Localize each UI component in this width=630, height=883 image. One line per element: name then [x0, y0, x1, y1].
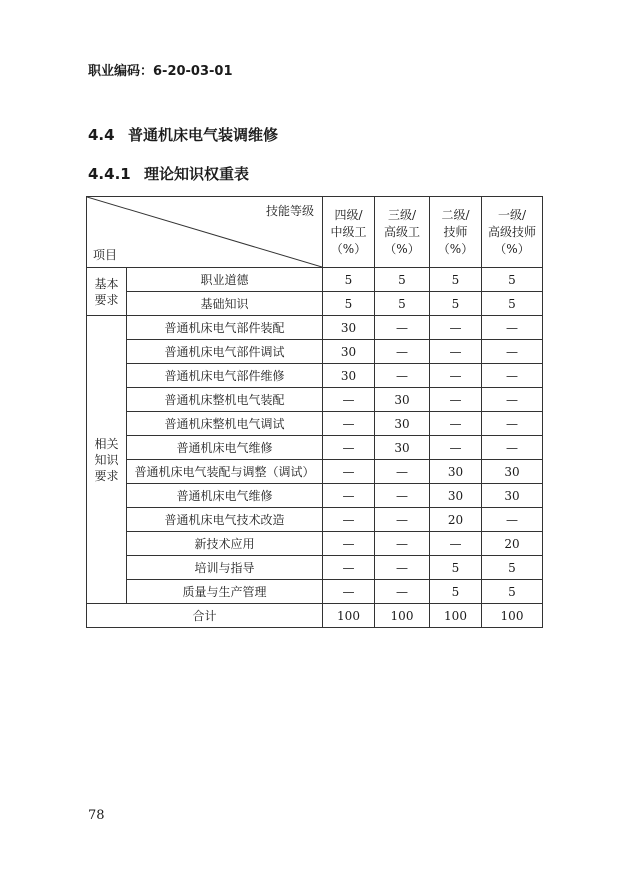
level-line: 技师 — [443, 224, 468, 239]
weight-cell: — — [375, 556, 430, 580]
item-cell: 基础知识 — [127, 292, 323, 316]
category-label: 基本 — [94, 276, 119, 291]
table-row — [87, 292, 543, 316]
category-label: 知识 — [94, 452, 119, 467]
subsection-number: 4.4.1 — [88, 165, 131, 183]
weight-cell: — — [482, 340, 543, 364]
weight-cell: 5 — [323, 268, 375, 292]
weight-cell: 5 — [375, 268, 430, 292]
level-header — [482, 197, 543, 268]
table-row — [87, 556, 543, 580]
total-row — [87, 604, 543, 628]
category-cell — [87, 316, 127, 604]
total-cell: 100 — [430, 604, 482, 628]
table-header-row — [87, 197, 543, 268]
weight-cell: 5 — [482, 556, 543, 580]
weight-cell: 5 — [482, 580, 543, 604]
table-row — [87, 412, 543, 436]
total-label: 合计 — [87, 604, 323, 628]
category-label: 要求 — [94, 292, 119, 307]
weight-cell: 5 — [430, 268, 482, 292]
item-cell: 普通机床电气部件装配 — [127, 316, 323, 340]
weight-cell: — — [482, 364, 543, 388]
weight-cell: 5 — [430, 556, 482, 580]
weight-cell: 5 — [482, 268, 543, 292]
weight-cell: — — [375, 508, 430, 532]
level-line: 中级工 — [330, 224, 367, 239]
weight-cell: 30 — [323, 340, 375, 364]
total-cell: 100 — [323, 604, 375, 628]
table-row — [87, 460, 543, 484]
weight-cell: — — [430, 532, 482, 556]
level-line: 三级/ — [387, 207, 417, 222]
weight-cell: — — [430, 340, 482, 364]
item-cell: 职业道德 — [127, 268, 323, 292]
weight-cell: 30 — [430, 460, 482, 484]
item-cell: 普通机床电气维修 — [127, 436, 323, 460]
weight-cell: 20 — [430, 508, 482, 532]
level-line: （%） — [494, 241, 530, 256]
item-cell: 培训与指导 — [127, 556, 323, 580]
weight-cell: 5 — [375, 292, 430, 316]
level-header — [375, 197, 430, 268]
item-cell: 普通机床整机电气装配 — [127, 388, 323, 412]
weight-cell: — — [482, 412, 543, 436]
item-cell: 新技术应用 — [127, 532, 323, 556]
table-row — [87, 436, 543, 460]
level-line: 高级技师 — [487, 224, 536, 239]
weight-cell: 30 — [482, 460, 543, 484]
level-line: 高级工 — [383, 224, 420, 239]
level-line: （%） — [384, 241, 420, 256]
item-cell: 普通机床电气技术改造 — [127, 508, 323, 532]
weight-cell: — — [323, 460, 375, 484]
weight-cell: — — [375, 532, 430, 556]
weight-cell: — — [482, 388, 543, 412]
weight-cell: — — [375, 316, 430, 340]
table-row — [87, 268, 543, 292]
total-cell: 100 — [375, 604, 430, 628]
level-line: （%） — [330, 241, 367, 256]
weight-cell: 30 — [430, 484, 482, 508]
weight-cell: — — [430, 316, 482, 340]
weight-cell: — — [323, 532, 375, 556]
weight-cell: — — [375, 364, 430, 388]
level-line: （%） — [437, 241, 474, 256]
corner-header — [87, 197, 323, 268]
weight-cell: — — [375, 580, 430, 604]
weight-cell: — — [430, 436, 482, 460]
level-line: 二级/ — [441, 207, 470, 222]
item-cell: 普通机床电气部件调试 — [127, 340, 323, 364]
weight-cell: — — [323, 580, 375, 604]
table-row — [87, 388, 543, 412]
weight-cell: — — [482, 436, 543, 460]
corner-bottom-label: 项目 — [93, 248, 118, 262]
weight-table — [86, 196, 543, 628]
weight-cell: 30 — [323, 364, 375, 388]
level-header — [430, 197, 482, 268]
weight-cell: 20 — [482, 532, 543, 556]
weight-cell: — — [482, 316, 543, 340]
corner-top-label: 技能等级 — [265, 204, 314, 218]
weight-cell: — — [323, 436, 375, 460]
weight-cell: 30 — [482, 484, 543, 508]
weight-cell: — — [323, 484, 375, 508]
weight-cell: 5 — [430, 292, 482, 316]
page-number: 78 — [88, 808, 105, 823]
weight-cell: 30 — [323, 316, 375, 340]
table-row — [87, 508, 543, 532]
table-row — [87, 532, 543, 556]
weight-cell: — — [375, 484, 430, 508]
weight-cell: — — [323, 556, 375, 580]
level-line: 一级/ — [497, 207, 527, 222]
weight-cell: — — [375, 340, 430, 364]
item-cell: 普通机床整机电气调试 — [127, 412, 323, 436]
item-cell: 普通机床电气装配与调整（调试） — [127, 460, 323, 484]
table-row — [87, 340, 543, 364]
weight-cell: — — [323, 508, 375, 532]
table-row — [87, 484, 543, 508]
total-cell: 100 — [482, 604, 543, 628]
weight-cell: — — [482, 508, 543, 532]
job-code: 职业编码：6-20-03-01 — [88, 64, 233, 79]
weight-cell: — — [375, 460, 430, 484]
weight-cell: 5 — [323, 292, 375, 316]
category-cell — [87, 268, 127, 316]
section-number: 4.4 — [88, 126, 115, 144]
item-cell: 质量与生产管理 — [127, 580, 323, 604]
weight-cell: — — [430, 388, 482, 412]
weight-cell: 5 — [482, 292, 543, 316]
weight-cell: 30 — [375, 436, 430, 460]
section-heading — [88, 124, 278, 145]
subsection-heading — [88, 163, 249, 184]
level-line: 四级/ — [334, 207, 363, 222]
table-row — [87, 364, 543, 388]
category-label: 相关 — [94, 436, 119, 451]
item-cell: 普通机床电气部件维修 — [127, 364, 323, 388]
section-title: 普通机床电气装调维修 — [128, 126, 279, 144]
weight-cell: — — [323, 388, 375, 412]
weight-cell: 5 — [430, 580, 482, 604]
category-label: 要求 — [94, 468, 119, 483]
level-header — [323, 197, 375, 268]
weight-cell: 30 — [375, 412, 430, 436]
weight-cell: — — [430, 364, 482, 388]
table-row — [87, 316, 543, 340]
weight-cell: — — [430, 412, 482, 436]
table-row — [87, 580, 543, 604]
weight-cell: — — [323, 412, 375, 436]
weight-cell: 30 — [375, 388, 430, 412]
subsection-title: 理论知识权重表 — [144, 165, 250, 183]
item-cell: 普通机床电气维修 — [127, 484, 323, 508]
